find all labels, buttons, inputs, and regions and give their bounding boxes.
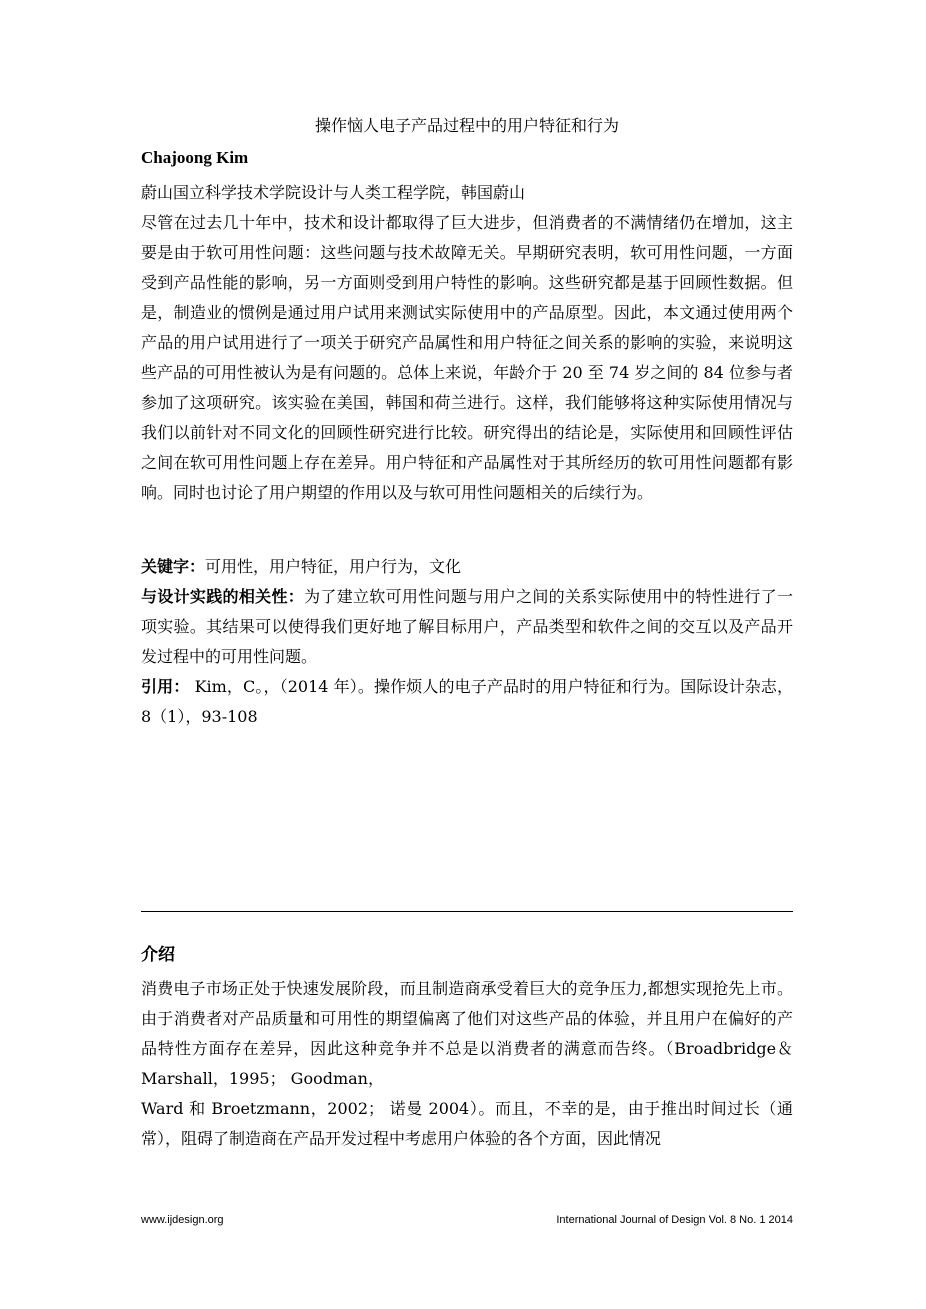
citation-label: 引用： bbox=[141, 677, 190, 696]
paper-header bbox=[141, 100, 793, 732]
section-divider bbox=[141, 911, 793, 912]
relevance-label: 与设计实践的相关性： bbox=[141, 587, 305, 606]
footer-website: www.ijdesign.org bbox=[141, 1214, 224, 1226]
keywords-label: 关键字： bbox=[141, 557, 206, 576]
paper-title: 操作恼人电子产品过程中的用户特征和行为 bbox=[314, 116, 619, 135]
intro-paragraph-2: Ward 和 Broetzmann，2002； 诺曼 2004）。而且，不幸的是，由于推出时间过长（通常），阻碍了制造商在产品开发过程中考虑用户体验的各个方面，因此情况 bbox=[141, 1099, 793, 1148]
intro-paragraph-1: 消费电子市场正处于快速发展阶段，而且制造商承受着巨大的竞争压力,都想实现抢先上市。由于消费者对产品质量和可用性的期望偏离了他们对这些产品的体验，并且用户在偏好的产品特性方面存在差异，因此这种竞争并不总是以消费者的满意而告终。（Broadbridge＆Marshall，1995； Goodman， bbox=[141, 979, 793, 1088]
relevance bbox=[141, 582, 793, 672]
keywords bbox=[141, 552, 793, 582]
abstract: 尽管在过去几十年中，技术和设计都取得了巨大进步，但消费者的不满情绪仍在增加，这主要是由于软可用性问题：这些问题与技术故障无关。早期研究表明，软可用性问题，一方面受到产品性能的影响，另一方面则受到用户特性的影响。这些研究都是基于回顾性数据。但是，制造业的惯例是通过用户试用来测试实际使用中的产品原型。因此，本文通过使用两个产品的用户试用进行了一项关于研究产品属性和用户特征之间关系的影响的实验，来说明这些产品的可用性被认为是有问题的。总体上来说，年龄介于 20 至 74 岁之间的 84 位参与者参加了这项研究。该实验在美国，韩国和荷兰进行。这样，我们能够将这种实际使用情况与我们以前针对不同文化的回顾性研究进行比较。研究得出的结论是，实际使用和回顾性评估之间在软可用性问题上存在差异。用户特征和产品属性对于其所经历的软可用性问题都有影响。同时也讨论了用户期望的作用以及与软可用性问题相关的后续行为。 bbox=[141, 213, 793, 502]
citation-text: Kim，C。，（2014 年）。操作烦人的电子产品时的用户特征和行为。国际设计杂志，8（1），93-108 bbox=[141, 677, 793, 726]
introduction-section bbox=[141, 940, 793, 1154]
keywords-text: 可用性，用户特征，用户行为，文化 bbox=[205, 557, 462, 576]
intro-heading: 介绍 bbox=[141, 945, 175, 965]
spacer bbox=[141, 508, 793, 552]
affiliation: 蔚山国立科学技术学院设计与人类工程学院，韩国蔚山 bbox=[141, 183, 526, 202]
citation bbox=[141, 672, 793, 732]
relevance-text: 为了建立软可用性问题与用户之间的关系实际使用中的特性进行了一项实验。其结果可以使得我们更好地了解目标用户，产品类型和软件之间的交互以及产品开发过程中的可用性问题。 bbox=[141, 587, 793, 666]
author-name: Chajoong Kim bbox=[141, 148, 249, 167]
footer-journal: International Journal of Design Vol. 8 No. 1 2014 bbox=[556, 1214, 793, 1226]
